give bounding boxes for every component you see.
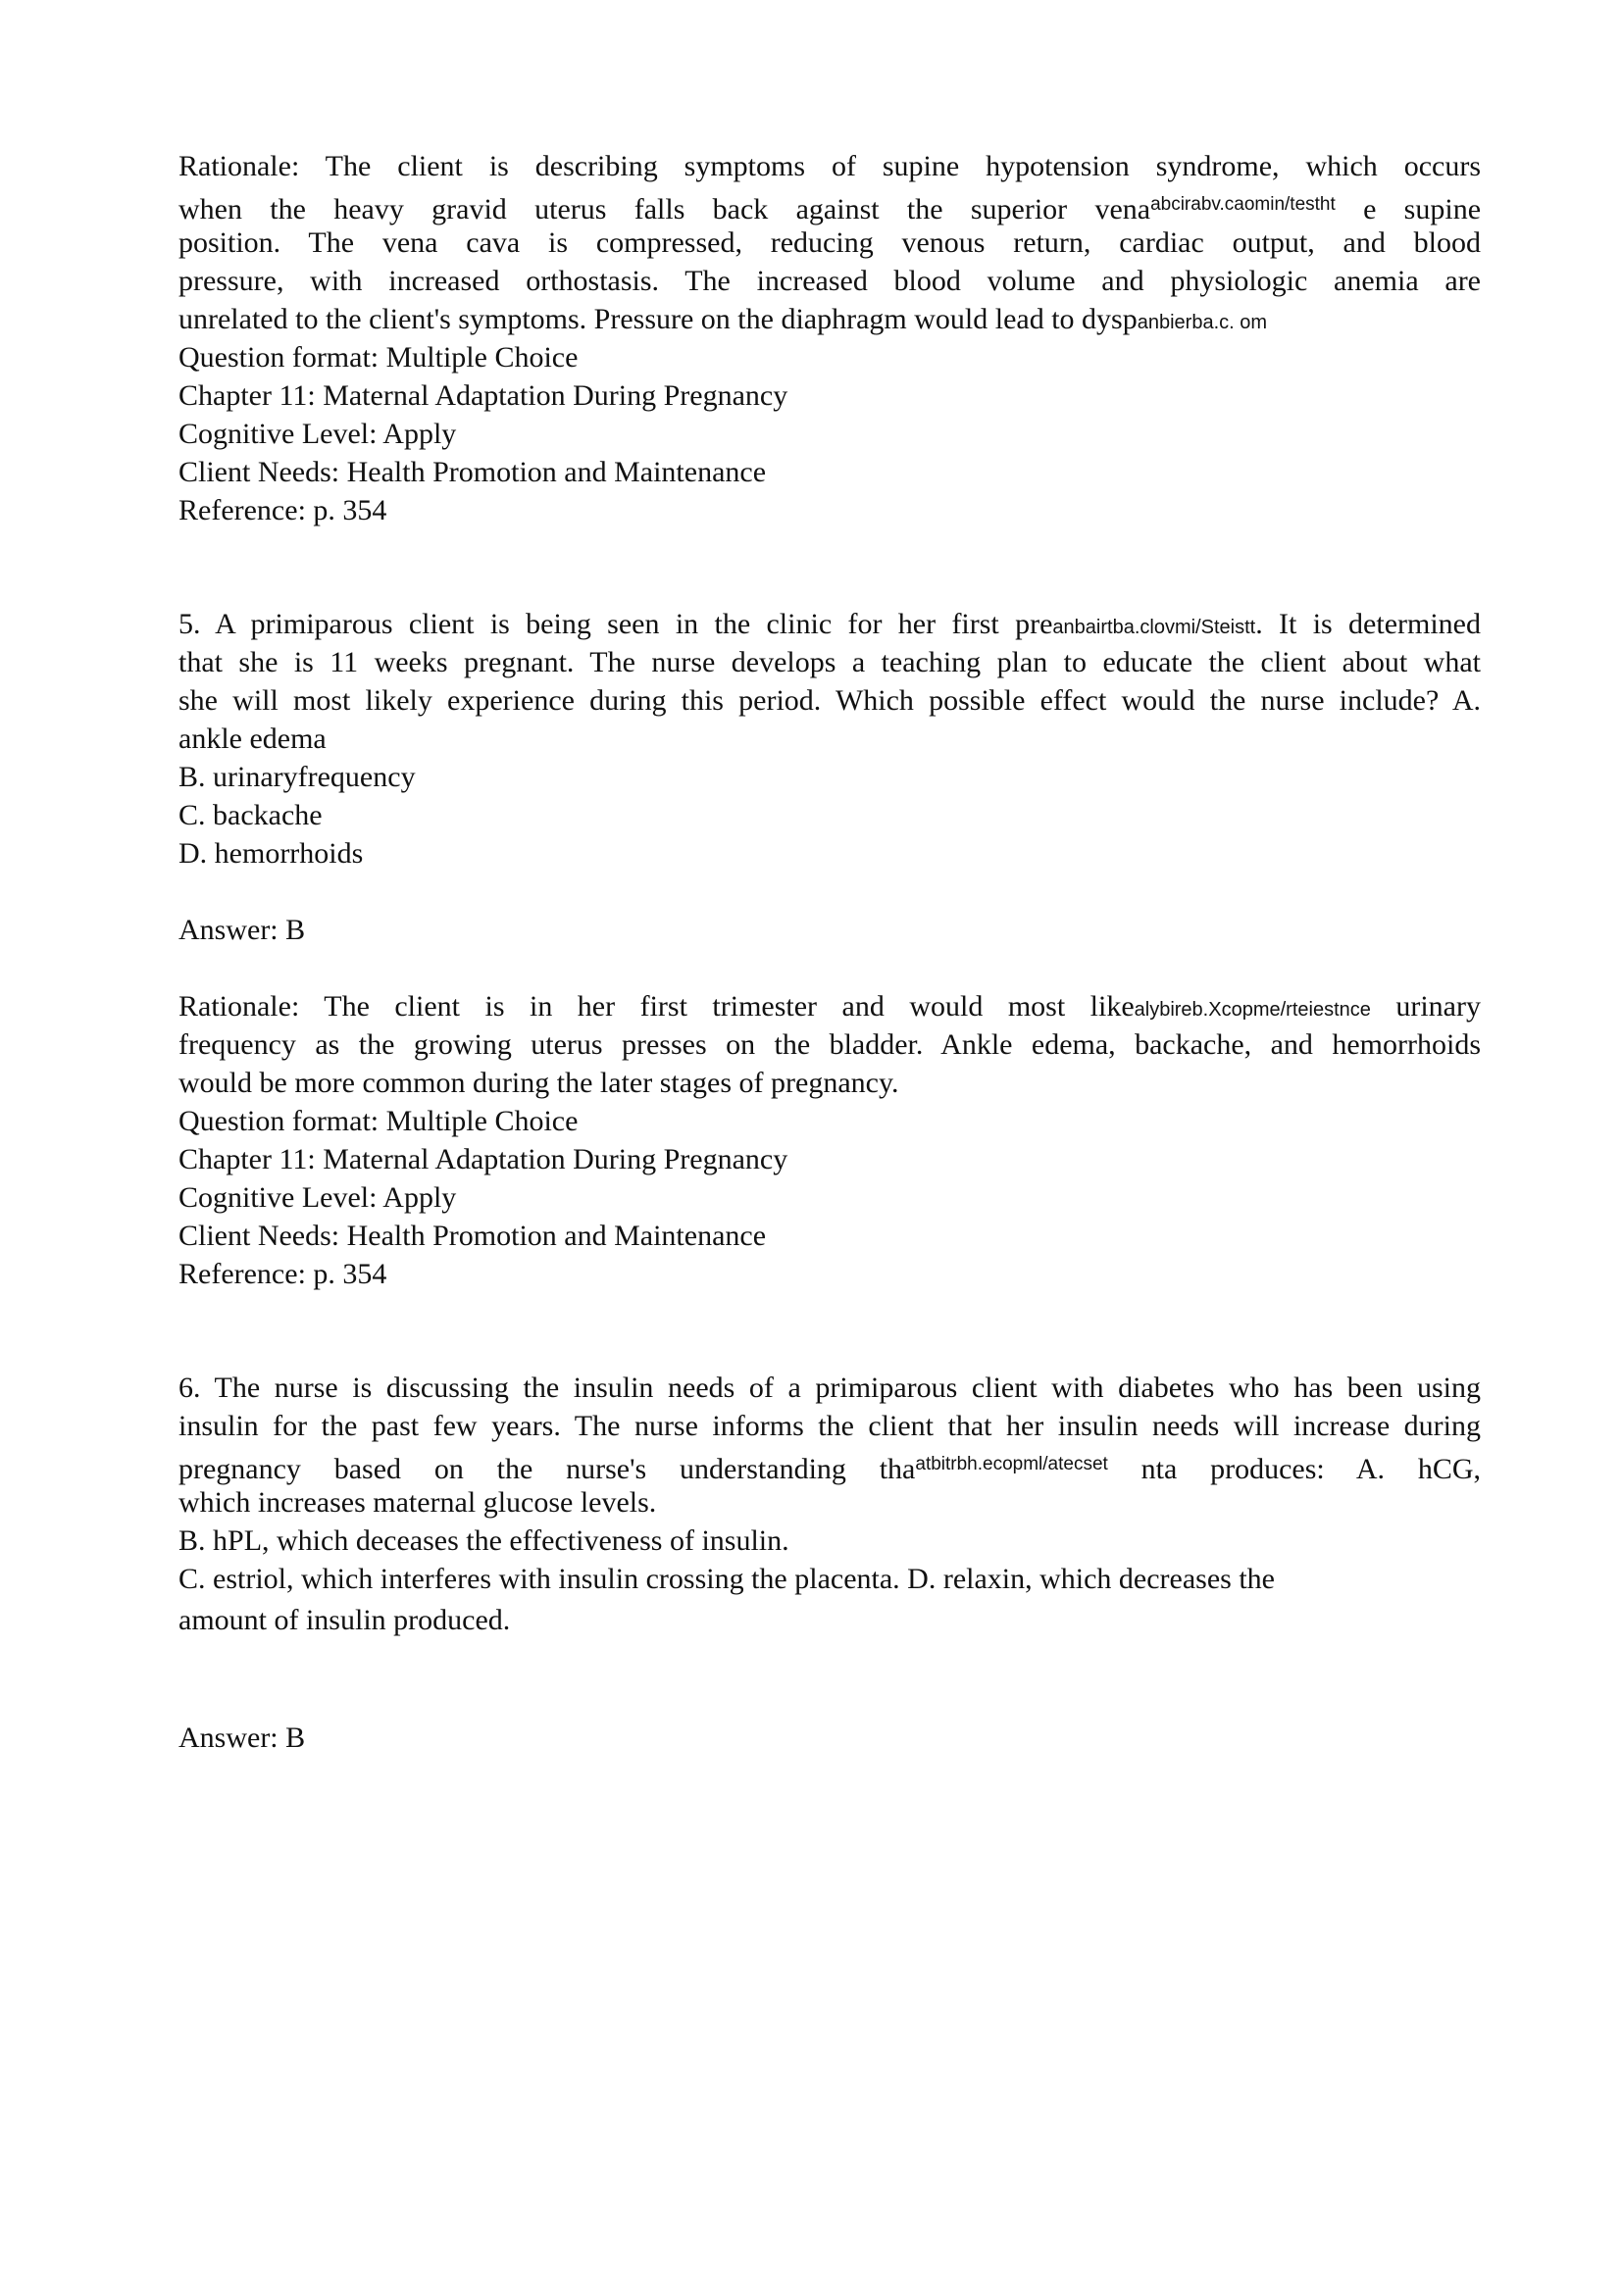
q5-rationale-line-2: frequency as the growing uterus presses on the bladder. Ankle edema, backache, and hemorrhoids bbox=[178, 1028, 1481, 1061]
q6-stem-line-2: insulin for the past few years. The nurse informs the client that her insulin needs will increase during bbox=[178, 1410, 1481, 1442]
q5-client-needs: Client Needs: Health Promotion and Maintenance bbox=[178, 1220, 767, 1252]
q6-option-a-cont: which increases maternal glucose levels. bbox=[178, 1486, 657, 1519]
q5-chapter: Chapter 11: Maternal Adaptation During Pregnancy bbox=[178, 1143, 788, 1175]
q6-option-c-d: C. estriol, which interferes with insulin crossing the placenta. D. relaxin, which decreases the bbox=[178, 1563, 1275, 1595]
q4-chapter: Chapter 11: Maternal Adaptation During Pregnancy bbox=[178, 379, 788, 412]
q6-stem-line-3: pregnancy based on the nurse's understanding tha$^{atbitrbh.ecopml/atecset}$ nta produces: A. hCG, bbox=[178, 1453, 1481, 1485]
q4-question-format: Question format: Multiple Choice bbox=[178, 341, 579, 374]
q6-answer: Answer: B bbox=[178, 1722, 306, 1754]
q5-option-a: ankle edema bbox=[178, 723, 327, 755]
q4-cognitive-level: Cognitive Level: Apply bbox=[178, 418, 457, 450]
q4-rationale-line-4: pressure, with increased orthostasis. The increased blood volume and physiologic anemia are bbox=[178, 265, 1481, 297]
q4-rationale-line-2: when the heavy gravid uterus falls back against the superior vena$^{abcirabv.caomin/testht}$ e supine bbox=[178, 193, 1482, 225]
watermark-artifact: anbierba.c. om bbox=[1137, 312, 1268, 333]
q4-client-needs: Client Needs: Health Promotion and Maintenance bbox=[178, 456, 767, 488]
q6-option-d-cont: amount of insulin produced. bbox=[178, 1604, 511, 1636]
q5-answer: Answer: B bbox=[178, 914, 306, 946]
q5-cognitive-level: Cognitive Level: Apply bbox=[178, 1181, 457, 1214]
q5-rationale-line-3: would be more common during the later stages of pregnancy. bbox=[178, 1067, 899, 1099]
q5-option-c: C. backache bbox=[178, 799, 323, 831]
q5-stem-line-3: she will most likely experience during this period. Which possible effect would the nurse include? A. bbox=[178, 684, 1481, 717]
q5-stem-line-2: that she is 11 weeks pregnant. The nurse develops a teaching plan to educate the client about what bbox=[178, 646, 1481, 678]
q6-stem-line-1: 6. The nurse is discussing the insulin needs of a primiparous client with diabetes who has been using bbox=[178, 1372, 1481, 1404]
q4-reference: Reference: p. 354 bbox=[178, 494, 387, 526]
q5-rationale-line-1: Rationale: The client is in her first trimester and would most likealybireb.Xcopme/rteiestnce urinary bbox=[178, 990, 1481, 1023]
q6-option-b: B. hPL, which deceases the effectiveness of insulin. bbox=[178, 1524, 789, 1557]
watermark-artifact: abcirabv.caomin/testht bbox=[1150, 194, 1336, 215]
watermark-artifact: anbairtba.clovmi/Steistt bbox=[1052, 617, 1256, 638]
q5-option-b: B. urinaryfrequency bbox=[178, 761, 416, 793]
q4-rationale-line-1: Rationale: The client is describing symptoms of supine hypotension syndrome, which occurs bbox=[178, 150, 1481, 182]
q4-rationale-line-3: position. The vena cava is compressed, reducing venous return, cardiac output, and blood bbox=[178, 226, 1481, 259]
watermark-artifact: atbitrbh.ecopml/atecset bbox=[915, 1454, 1108, 1474]
watermark-artifact: alybireb.Xcopme/rteiestnce bbox=[1134, 999, 1371, 1021]
q5-stem-line-1: 5. A primiparous client is being seen in the clinic for her first preanbairtba.clovmi/Steistt. It is determined bbox=[178, 608, 1481, 640]
q5-reference: Reference: p. 354 bbox=[178, 1258, 387, 1290]
q5-option-d: D. hemorrhoids bbox=[178, 837, 364, 870]
q5-question-format: Question format: Multiple Choice bbox=[178, 1105, 579, 1137]
q4-rationale-line-5: unrelated to the client's symptoms. Pressure on the diaphragm would lead to dyspanbierba.c. om bbox=[178, 303, 1268, 335]
